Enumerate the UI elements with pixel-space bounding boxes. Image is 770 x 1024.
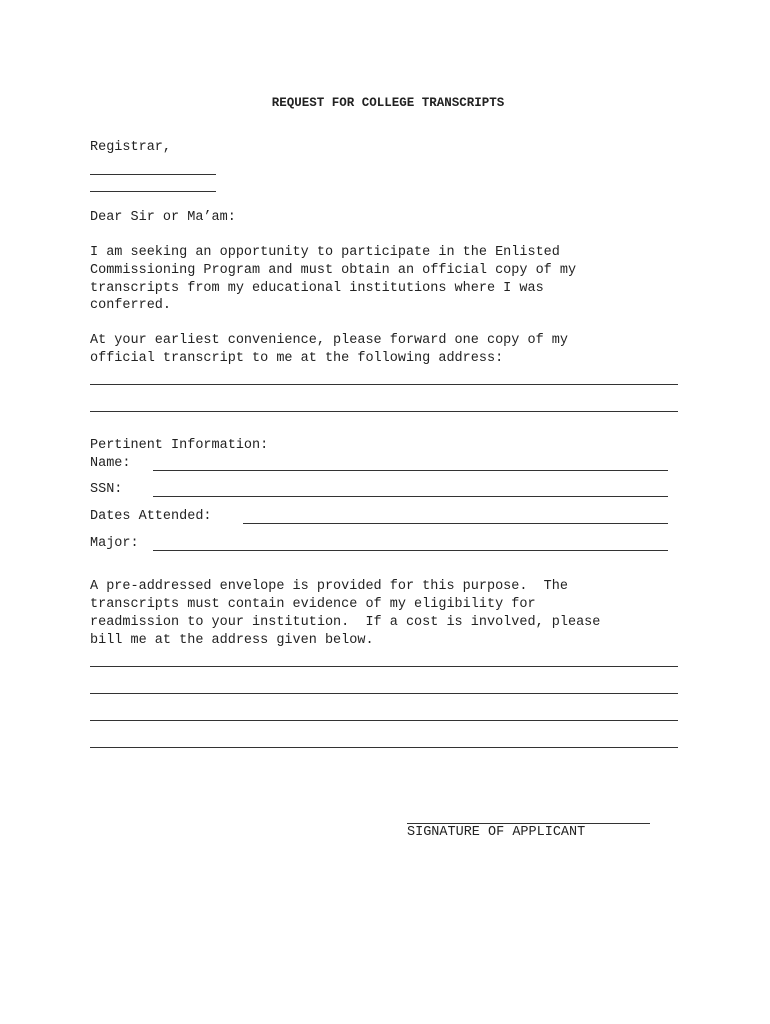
address-line-2 bbox=[90, 411, 678, 412]
address-line-1 bbox=[90, 384, 678, 385]
paragraph1-line2: Commissioning Program and must obtain an official copy of my bbox=[90, 263, 577, 278]
paragraph1-line4: conferred. bbox=[90, 298, 172, 313]
paragraph1-line3: transcripts from my educational institutions where I was bbox=[90, 281, 544, 296]
name-field-line bbox=[153, 470, 668, 471]
ssn-label: SSN: bbox=[90, 482, 123, 497]
document-title: REQUEST FOR COLLEGE TRANSCRIPTS bbox=[271, 96, 505, 110]
dates-attended-field-line bbox=[243, 523, 668, 524]
major-label: Major: bbox=[90, 536, 139, 551]
pertinent-heading: Pertinent Information: bbox=[90, 438, 269, 453]
greeting: Dear Sir or Ma’am: bbox=[90, 210, 236, 225]
signature-label: SIGNATURE OF APPLICANT bbox=[407, 825, 586, 840]
billing-line-2 bbox=[90, 693, 678, 694]
ssn-field-line bbox=[153, 496, 668, 497]
billing-line-3 bbox=[90, 720, 678, 721]
paragraph3-line2: transcripts must contain evidence of my eligibility for bbox=[90, 597, 536, 612]
paragraph2-line1: At your earliest convenience, please forward one copy of my bbox=[90, 333, 568, 348]
name-label: Name: bbox=[90, 456, 131, 471]
registrar-salutation: Registrar, bbox=[90, 140, 172, 155]
paragraph3-line3: readmission to your institution. If a cost is involved, please bbox=[90, 615, 601, 630]
paragraph3-line1: A pre-addressed envelope is provided for this purpose. The bbox=[90, 579, 568, 594]
billing-line-1 bbox=[90, 666, 678, 667]
paragraph2-line2: official transcript to me at the following address: bbox=[90, 351, 504, 366]
registrar-address-line bbox=[90, 191, 216, 192]
dates-attended-label: Dates Attended: bbox=[90, 509, 212, 524]
paragraph3-line4: bill me at the address given below. bbox=[90, 633, 374, 648]
billing-line-4 bbox=[90, 747, 678, 748]
paragraph1-line1: I am seeking an opportunity to participate in the Enlisted bbox=[90, 245, 560, 260]
major-field-line bbox=[153, 550, 668, 551]
registrar-name-line bbox=[90, 174, 216, 175]
